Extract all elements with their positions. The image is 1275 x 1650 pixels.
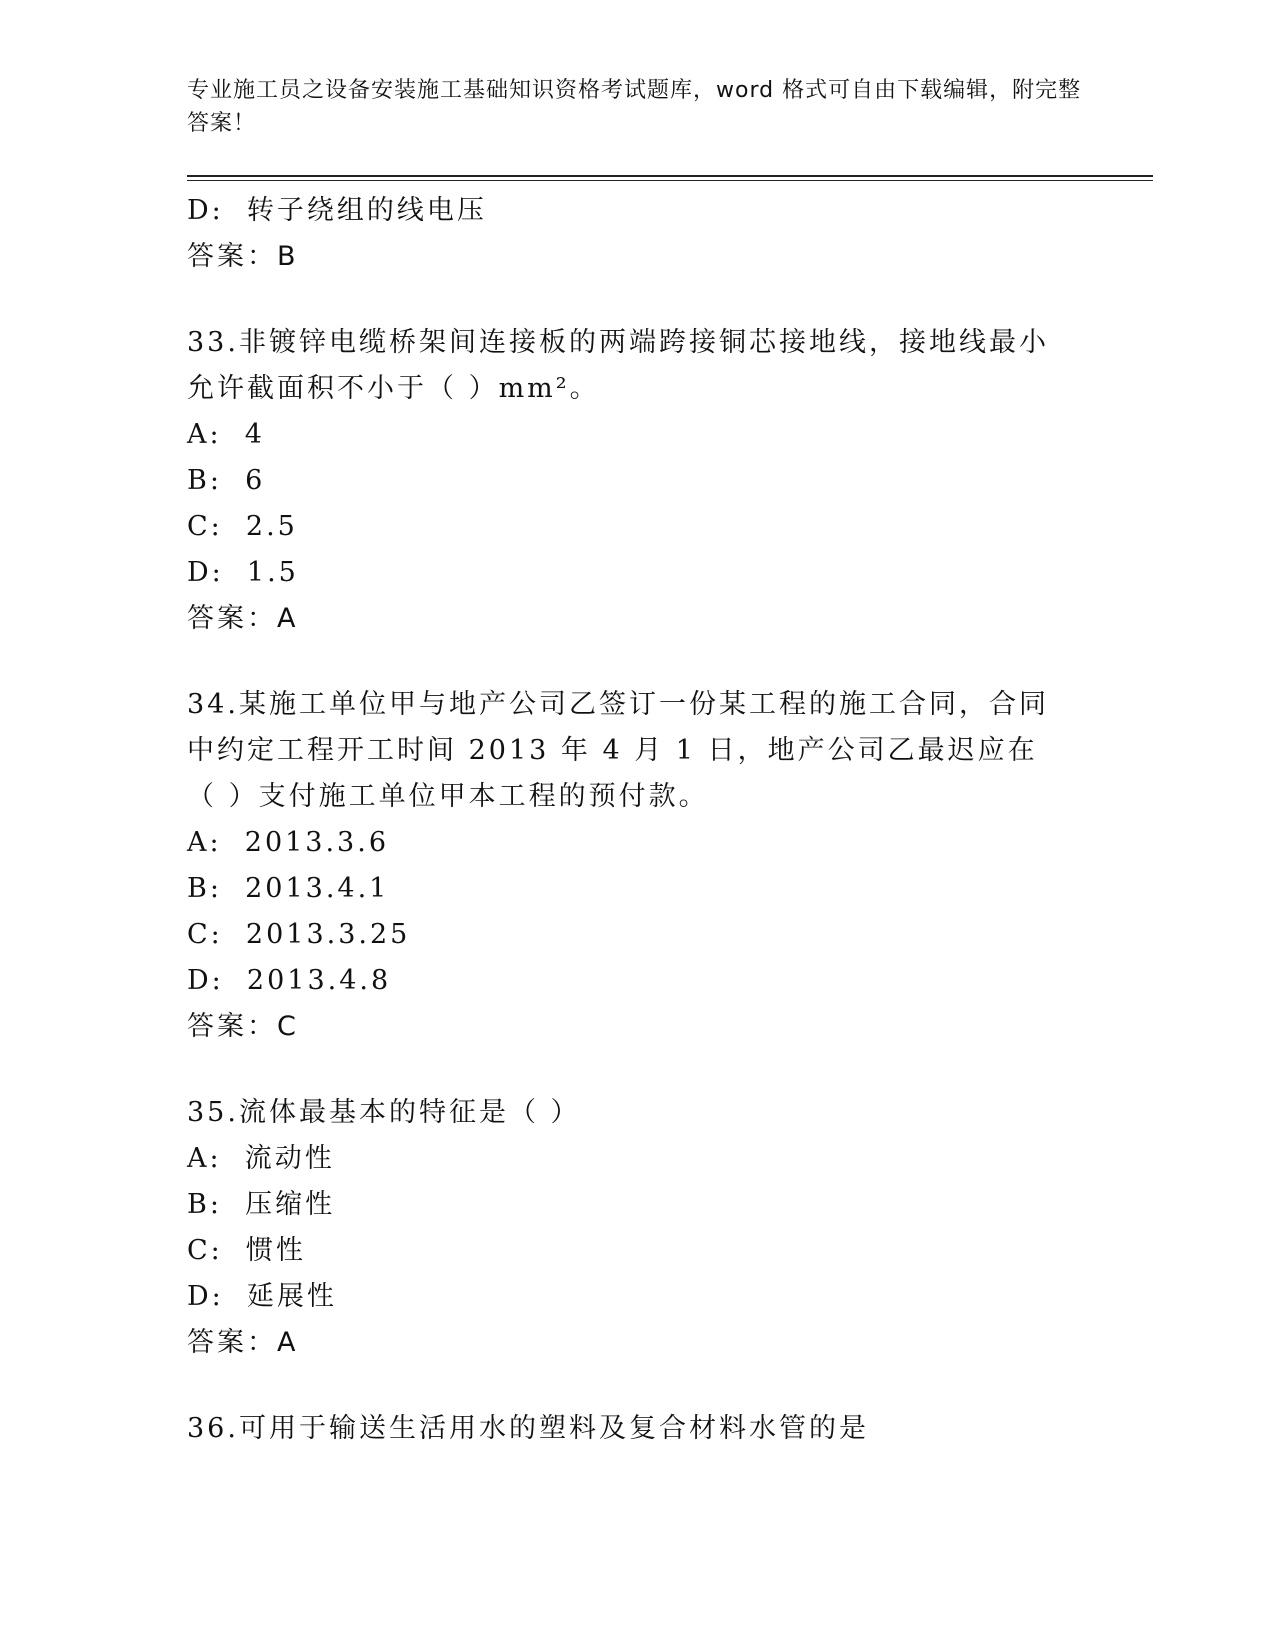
option-a: A: 流动性 (187, 1143, 335, 1174)
question-36 (187, 1406, 1087, 1452)
option-b: B: 6 (187, 465, 266, 496)
option-b: B: 压缩性 (187, 1189, 336, 1220)
option-a: A: 2013.3.6 (187, 827, 389, 858)
question-stem: 36.可用于输送生活用水的塑料及复合材料水管的是 (187, 1413, 869, 1444)
question-35 (187, 1090, 1087, 1366)
answer: 答案：A (187, 603, 299, 634)
option-d: D: 延展性 (187, 1281, 337, 1312)
option-a: A: 4 (187, 419, 265, 450)
option-c: C: 惯性 (187, 1235, 306, 1266)
option-d: D: 2013.4.8 (187, 965, 392, 996)
option-c: C: 2.5 (187, 511, 298, 542)
option-d: D: 1.5 (187, 557, 299, 588)
question-stem: 34.某施工单位甲与地产公司乙签订一份某工程的施工合同，合同中约定工程开工时间 2013 年 4 月 1 日，地产公司乙最迟应在（ ）支付施工单位甲本工程的预付款。 (187, 689, 1049, 812)
question-stem: 33.非镀锌电缆桥架间连接板的两端跨接铜芯接地线，接地线最小允许截面积不小于（ ）mm²。 (187, 327, 1049, 404)
answer: 答案：B (187, 241, 299, 272)
document-body (187, 188, 1087, 1452)
header-divider (187, 175, 1153, 177)
question-stem: 35.流体最基本的特征是（ ） (187, 1097, 581, 1128)
option-d: D: 转子绕组的线电压 (187, 195, 487, 226)
question-33 (187, 320, 1087, 642)
question-32-tail (187, 188, 1087, 280)
answer: 答案：C (187, 1011, 299, 1042)
option-b: B: 2013.4.1 (187, 873, 390, 904)
page-header: 专业施工员之设备安装施工基础知识资格考试题库，word 格式可自由下载编辑，附完整答案！ (187, 78, 1082, 136)
answer: 答案：A (187, 1327, 299, 1358)
question-34 (187, 682, 1087, 1050)
option-c: C: 2013.3.25 (187, 919, 411, 950)
